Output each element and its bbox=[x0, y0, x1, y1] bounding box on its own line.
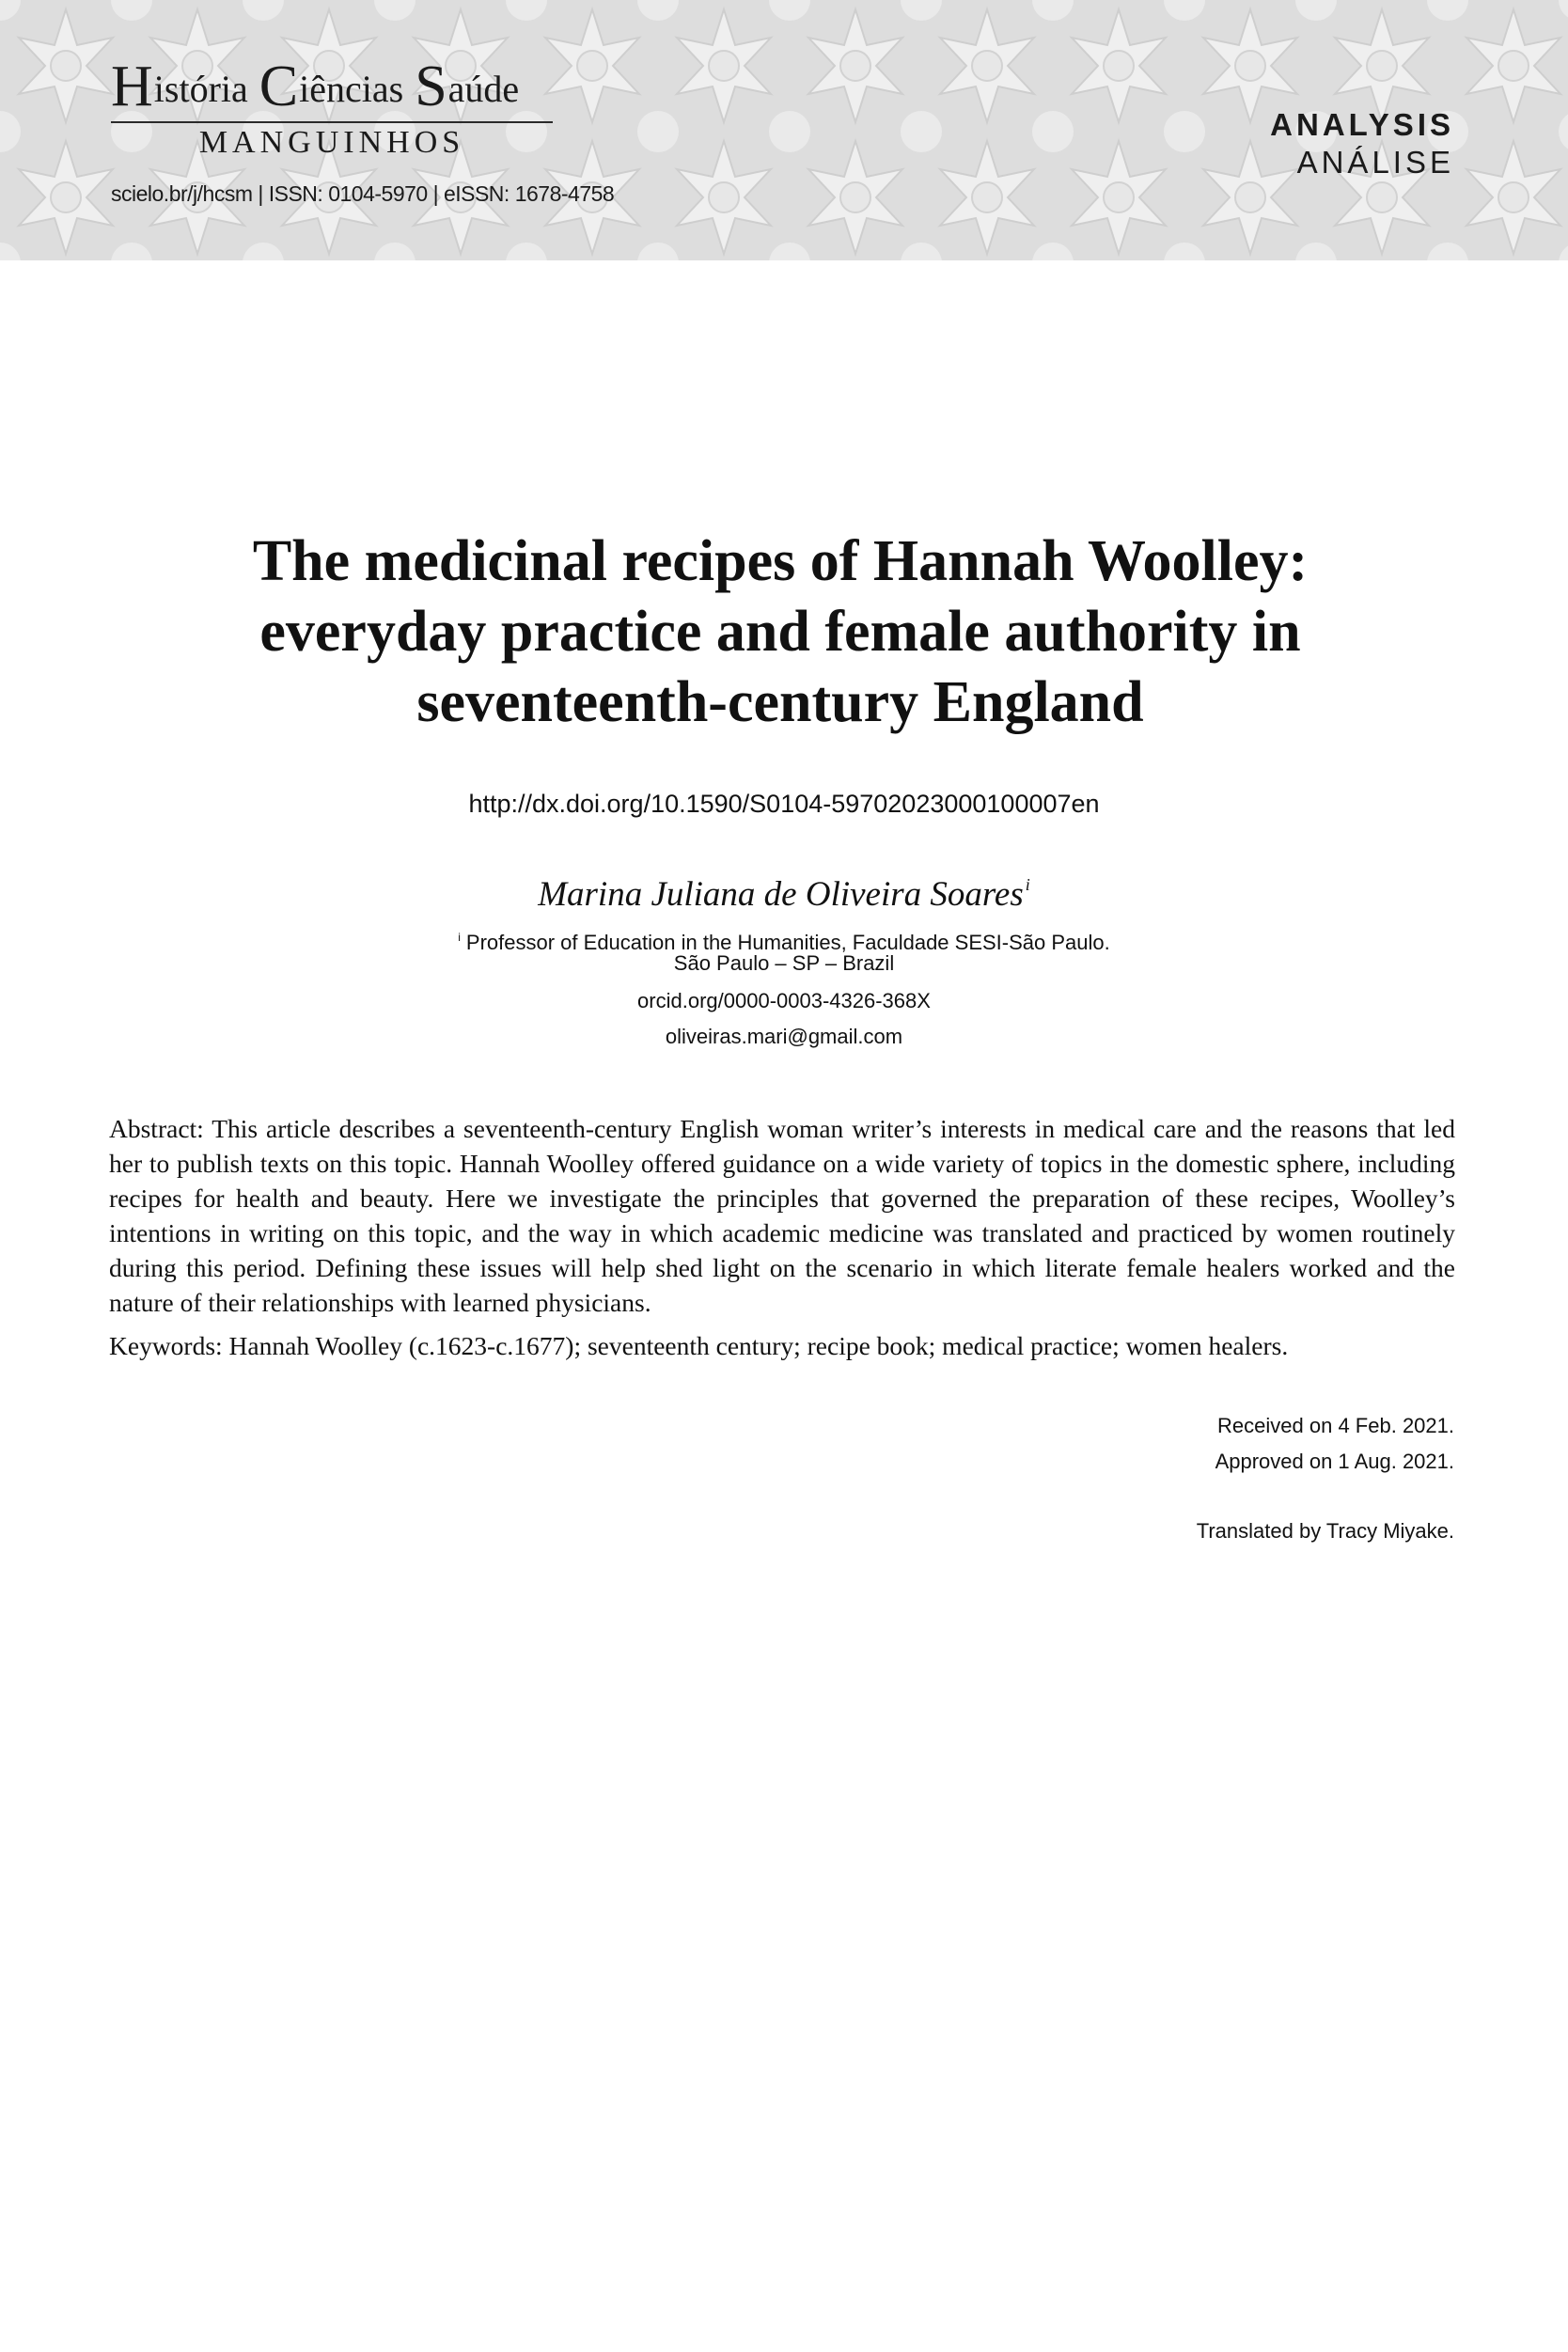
article-title bbox=[150, 526, 1410, 738]
journal-issn-line: scielo.br/j/hcsm | ISSN: 0104-5970 | eISSN: 1678-4758 bbox=[111, 181, 615, 206]
section-label-english: ANALYSIS bbox=[1270, 107, 1454, 142]
author-footnote-marker: i bbox=[1025, 875, 1030, 894]
keywords-paragraph: Keywords: Hannah Woolley (c.1623-c.1677); seventeenth century; recipe book; medical practice; women healers. bbox=[109, 1331, 1289, 1360]
journal-title: História Ciências Saúde bbox=[111, 55, 520, 118]
author-orcid-link[interactable]: orcid.org/0000-0003-4326-368X bbox=[637, 989, 931, 1012]
article-title-line: The medicinal recipes of Hannah Woolley: bbox=[252, 529, 1309, 593]
author-email-link[interactable]: oliveiras.mari@gmail.com bbox=[665, 1025, 903, 1048]
doi-link[interactable]: http://dx.doi.org/10.1590/S0104-59702023000100007en bbox=[468, 790, 1100, 818]
journal-header-band bbox=[0, 0, 1568, 260]
author-location: São Paulo – SP – Brazil bbox=[673, 951, 895, 975]
abstract-paragraph: Abstract: This article describes a seventeenth-century English woman writer’s interests in medical care and the reasons that led her to publish texts on this topic. Hannah Woolley offered guidance on a wide variety of topics in the domestic sphere, including recipes for health and beauty. Here we investigate the principles that governed the preparation of these recipes, Woolley’s intentions in writing on this topic, and the way in which academic medicine was translated and practiced by women routinely during this period. Defining these issues will help shed light on the scenario in which literate female healers worked and the nature of their relationships with learned physicians. bbox=[109, 1114, 1455, 1317]
journal-subtitle: MANGUINHOS bbox=[198, 125, 465, 160]
author-name: Marina Juliana de Oliveira Soares $^i$ bbox=[538, 875, 1030, 914]
affiliation-marker: i bbox=[458, 931, 461, 944]
author-affiliation: $^i$ Professor of Education in the Humanities, Faculdade SESI-São Paulo. bbox=[458, 931, 1110, 954]
section-label bbox=[1270, 106, 1454, 181]
received-date: Received on 4 Feb. 2021. bbox=[1217, 1414, 1454, 1437]
article-title-line: seventeenth-century England bbox=[416, 670, 1144, 734]
journal-logo bbox=[111, 55, 615, 207]
section-label-portuguese: ANÁLISE bbox=[1296, 145, 1454, 180]
approved-date: Approved on 1 Aug. 2021. bbox=[1215, 1450, 1454, 1473]
translator-credit: Translated by Tracy Miyake. bbox=[1196, 1519, 1454, 1543]
article-title-line: everyday practice and female authority in bbox=[259, 600, 1301, 664]
journal-title-rule bbox=[111, 121, 553, 123]
